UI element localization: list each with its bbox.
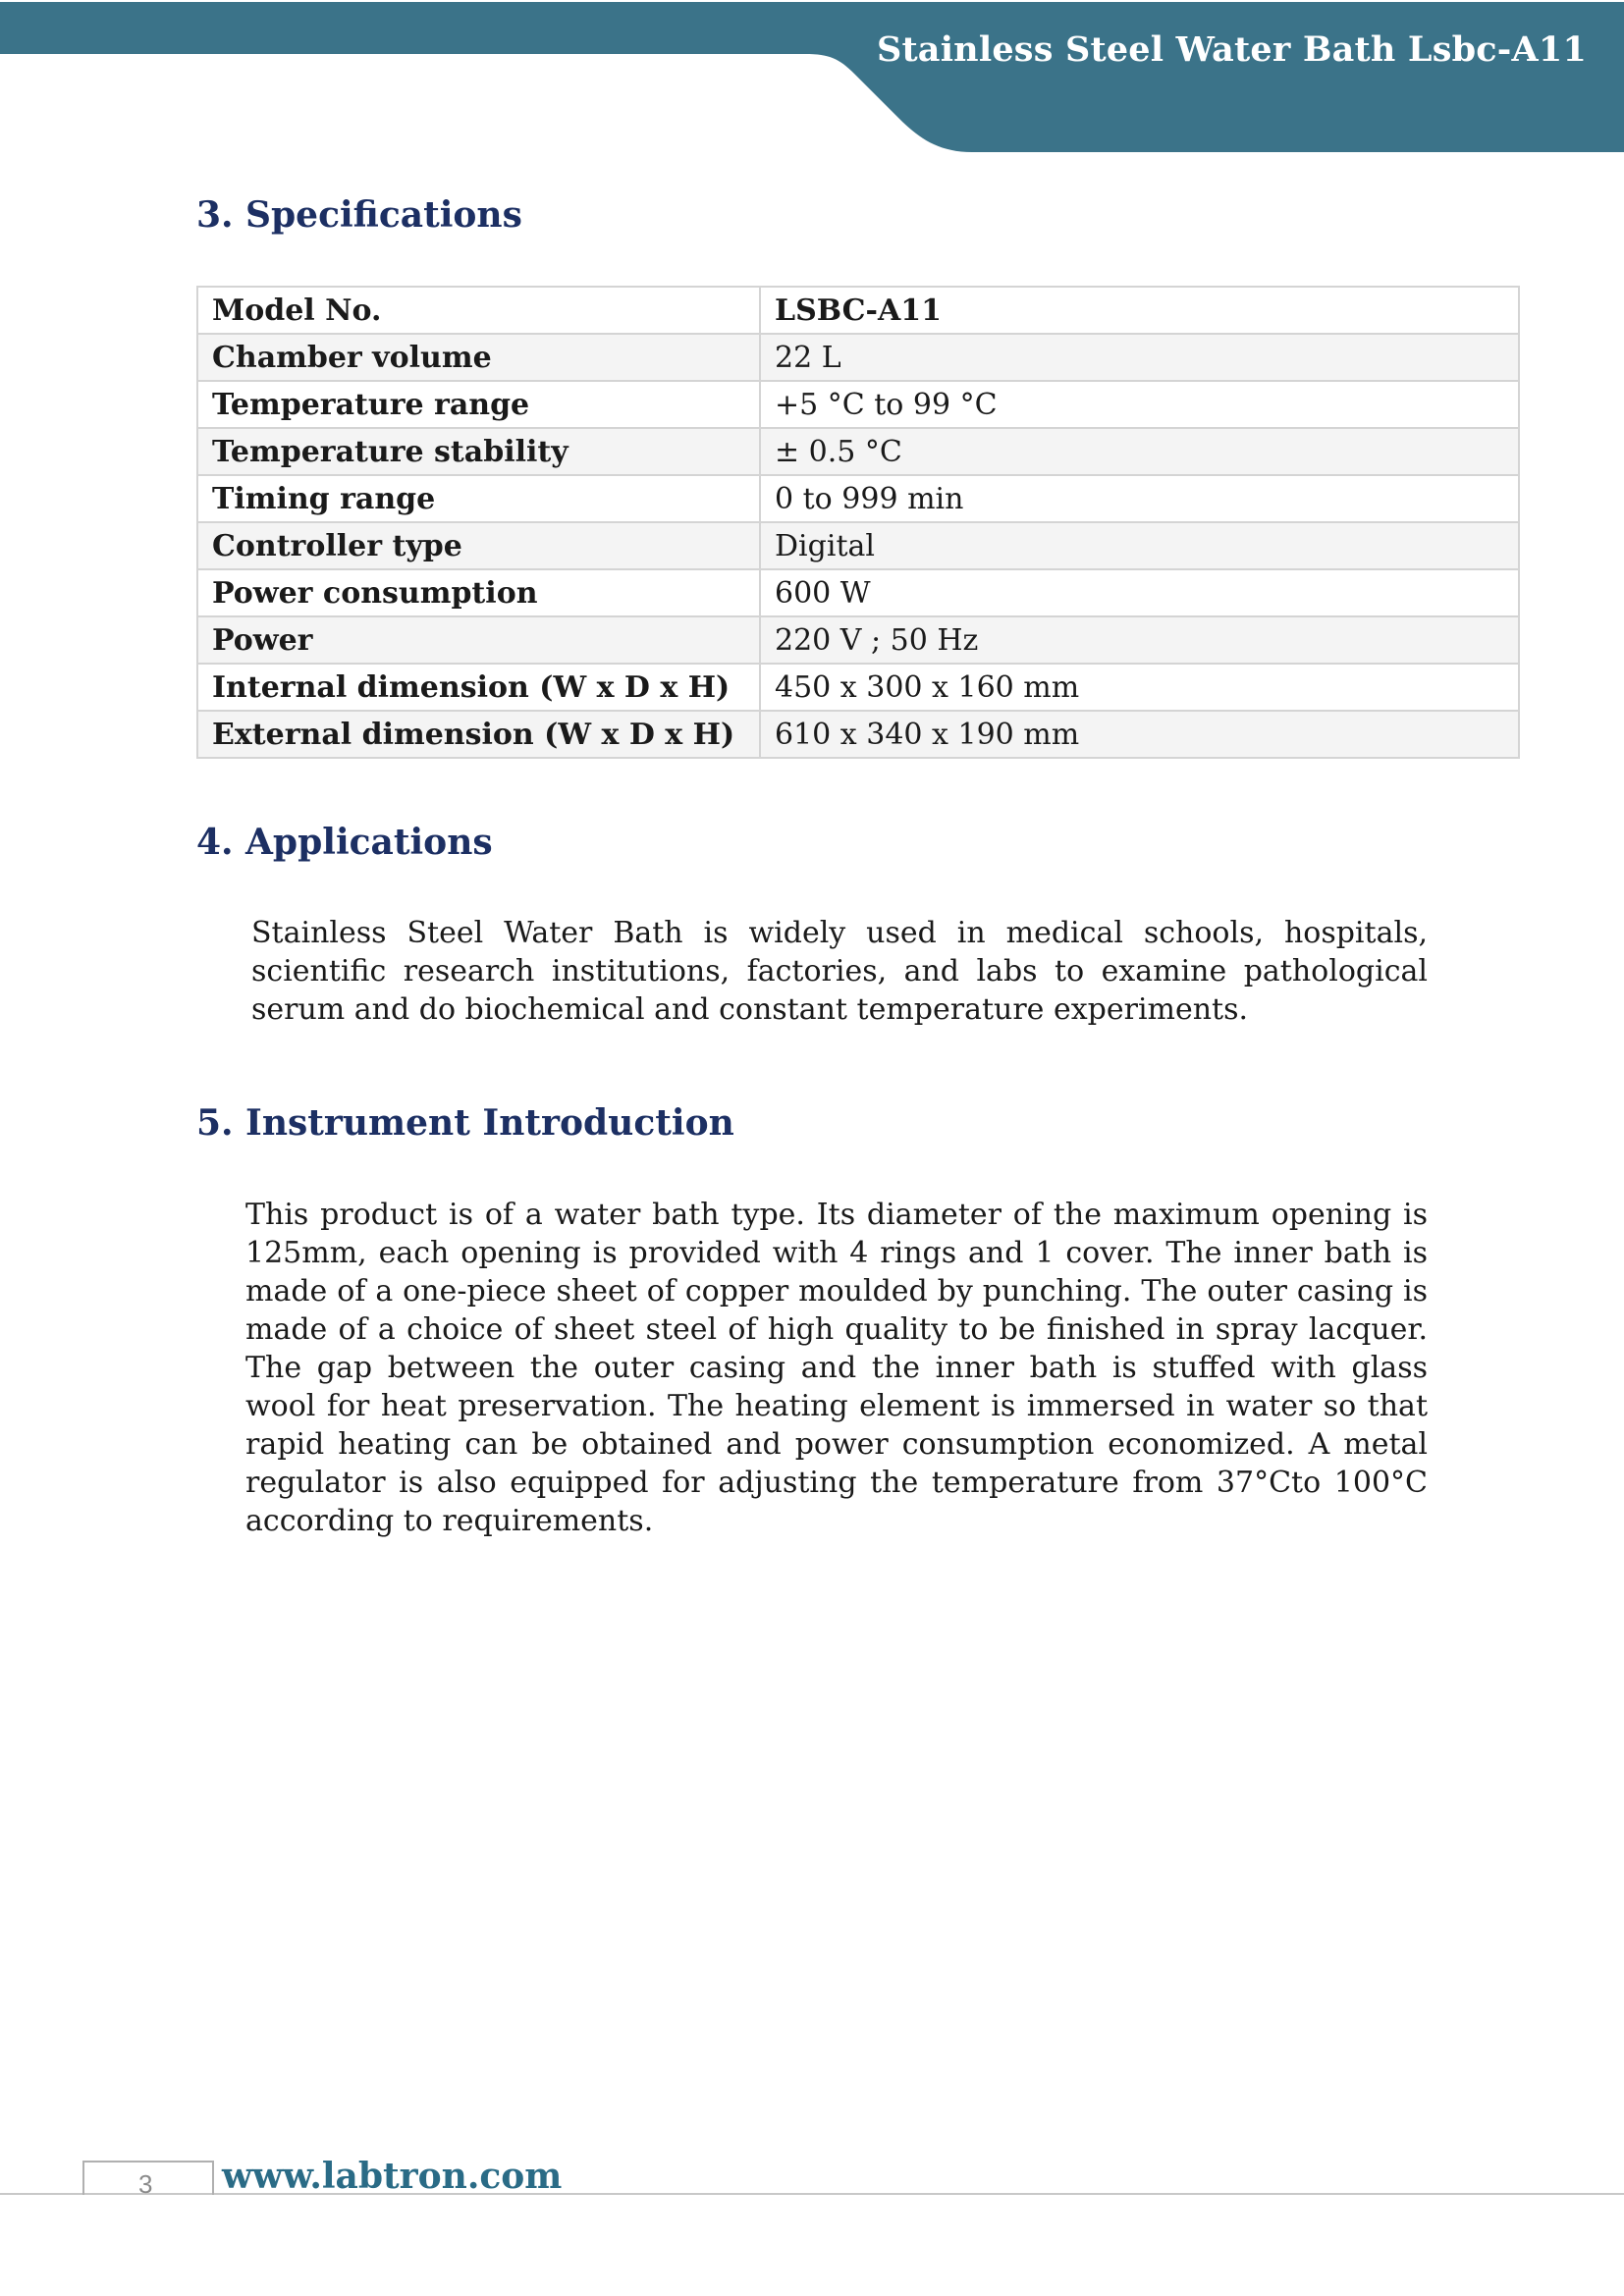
section-number: 3.	[196, 194, 234, 236]
spec-value: Digital	[760, 522, 1519, 569]
spec-value: ± 0.5 °C	[760, 428, 1519, 475]
spec-label: Controller type	[197, 522, 760, 569]
spec-value: 600 W	[760, 569, 1519, 616]
page-number: 3	[138, 2169, 153, 2199]
section-title: Applications	[245, 822, 493, 863]
spec-label: Power	[197, 616, 760, 664]
specifications-table	[196, 286, 1520, 759]
spec-value: 220 V ; 50 Hz	[760, 616, 1519, 664]
section-heading-specifications	[196, 194, 522, 236]
spec-label: Power consumption	[197, 569, 760, 616]
spec-value: +5 °C to 99 °C	[760, 381, 1519, 428]
spec-label: External dimension (W x D x H)	[197, 711, 760, 758]
spec-label: Chamber volume	[197, 334, 760, 381]
spec-label: Timing range	[197, 475, 760, 522]
spec-label: Model No.	[197, 287, 760, 334]
header-banner	[0, 0, 1624, 157]
spec-value: 450 x 300 x 160 mm	[760, 664, 1519, 711]
table-row	[197, 287, 1519, 334]
table-row	[197, 334, 1519, 381]
table-row	[197, 569, 1519, 616]
table-row	[197, 616, 1519, 664]
spec-value: 22 L	[760, 334, 1519, 381]
spec-value: LSBC-A11	[760, 287, 1519, 334]
section-heading-instrument-introduction	[196, 1102, 734, 1144]
section-number: 5.	[196, 1102, 234, 1144]
table-row	[197, 711, 1519, 758]
introduction-paragraph: This product is of a water bath type. Its diameter of the maximum opening is 125mm, each opening is provided with 4 rings and 1 cover. The inner bath is made of a one-piece sheet of copper moulded by punching. The outer casing is made of a choice of sheet steel of high quality to be finished in spray lacquer. The gap between the outer casing and the inner bath is stuffed with glass wool for heat preservation. The heating element is immersed in water so that rapid heating can be obtained and power consumption economized. A metal regulator is also equipped for adjusting the temperature from 37°Cto 100°C according to requirements.	[245, 1198, 1428, 1538]
table-row	[197, 428, 1519, 475]
section-title: Specifications	[245, 194, 522, 236]
table-row	[197, 522, 1519, 569]
section-number: 4.	[196, 822, 234, 863]
spec-label: Internal dimension (W x D x H)	[197, 664, 760, 711]
spec-label: Temperature stability	[197, 428, 760, 475]
table-row	[197, 381, 1519, 428]
section-heading-applications	[196, 822, 493, 863]
table-row	[197, 664, 1519, 711]
section-title: Instrument Introduction	[245, 1102, 734, 1144]
document-title: Stainless Steel Water Bath Lsbc-A11	[876, 29, 1587, 70]
spec-value: 610 x 340 x 190 mm	[760, 711, 1519, 758]
website-link[interactable]: www.labtron.com	[222, 2156, 563, 2197]
spec-value: 0 to 999 min	[760, 475, 1519, 522]
spec-label: Temperature range	[197, 381, 760, 428]
table-row	[197, 475, 1519, 522]
applications-paragraph: Stainless Steel Water Bath is widely used in medical schools, hospitals, scientific research institutions, factories, and labs to examine pathological serum and do biochemical and constant temperature experiments.	[251, 916, 1428, 1027]
